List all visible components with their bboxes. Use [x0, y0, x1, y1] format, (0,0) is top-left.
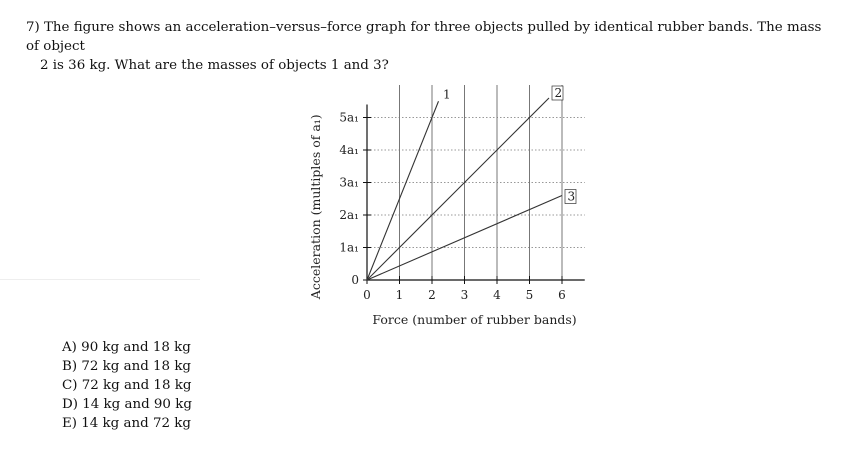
choice-c-label: C)	[62, 378, 78, 393]
choice-b-label: B)	[62, 359, 78, 374]
choice-d-label: D)	[62, 397, 78, 412]
divider	[0, 279, 200, 280]
choice-c-text: 72 kg and 18 kg	[81, 378, 192, 393]
grid	[367, 85, 585, 280]
x-tick-label-0: 0	[363, 288, 371, 302]
question-text	[26, 18, 836, 75]
choice-d-text: 14 kg and 90 kg	[82, 397, 192, 412]
choice-b[interactable]	[62, 357, 192, 376]
y-tick-label-3: 3a₁	[339, 175, 359, 190]
x-tick-label-6: 6	[558, 288, 566, 302]
x-tick-label-2: 2	[428, 288, 436, 302]
x-tick-label-5: 5	[525, 288, 534, 302]
question-line-2: 2 is 36 kg. What are the masses of objects 1 and 3?	[40, 58, 389, 73]
y-tick-label-4: 4a₁	[339, 143, 359, 157]
question-line-1: 7) The figure shows an acceleration–versus–force graph for three objects pulled by identical rubber bands. The mass of object	[26, 20, 822, 54]
axes	[363, 105, 585, 285]
choice-c[interactable]	[62, 376, 192, 395]
answer-choices	[62, 338, 192, 433]
choice-e[interactable]	[62, 414, 192, 433]
choice-e-text: 14 kg and 72 kg	[81, 416, 191, 431]
series-label-2: 2	[554, 86, 563, 100]
acceleration-force-graph	[300, 80, 600, 334]
x-axis-label: Force (number of rubber bands)	[372, 312, 577, 327]
chart-svg	[300, 80, 600, 330]
y-tick-label-0: 0	[351, 273, 359, 287]
choice-b-text: 72 kg and 18 kg	[81, 359, 191, 374]
y-tick-label-1: 1a₁	[339, 240, 359, 255]
choice-e-label: E)	[62, 416, 77, 431]
series-label-1: 1	[443, 87, 451, 102]
y-axis-label: Acceleration (multiples of a₁)	[308, 114, 323, 300]
series-label-3: 3	[567, 189, 576, 204]
choice-d[interactable]	[62, 395, 192, 414]
choice-a[interactable]	[62, 338, 192, 357]
y-tick-label-2: 2a₁	[339, 208, 359, 222]
x-tick-label-3: 3	[460, 288, 469, 302]
series-line-2	[367, 98, 549, 280]
choice-a-label: A)	[62, 340, 77, 355]
y-tick-label-5: 5a₁	[339, 110, 359, 125]
x-tick-label-4: 4	[493, 288, 501, 302]
choice-a-text: 90 kg and 18 kg	[81, 340, 191, 355]
x-tick-label-1: 1	[395, 288, 404, 302]
